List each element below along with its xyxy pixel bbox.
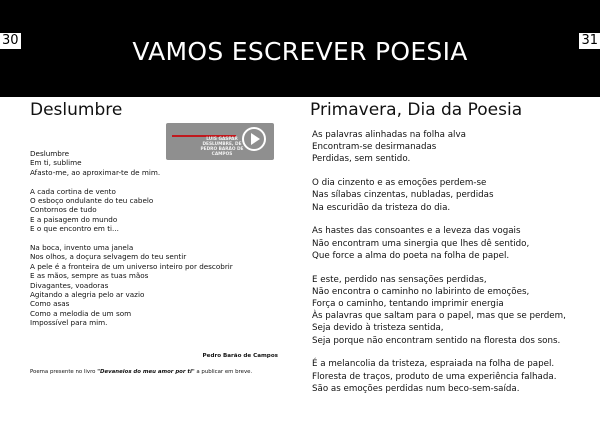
poem-line: Na escuridão da tristeza do dia. — [312, 202, 451, 213]
poem-line: As hastes das consoantes e a leveza das vogais — [312, 226, 521, 237]
page-title: VAMOS ESCREVER POESIA — [132, 37, 468, 66]
poem-line: Força o caminho, tentando imprimir energia — [312, 299, 504, 310]
poem-line: Impossível para mim. — [30, 318, 108, 328]
poem-line: Seja porque não encontram sentido na floresta dos sons. — [312, 335, 561, 346]
poem-line: O dia cinzento e as emoções perdem-se — [312, 178, 487, 189]
poem-line: A pele é a fronteira de um universo inteiro por descobrir — [30, 261, 233, 271]
play-icon — [251, 133, 260, 145]
page-number-left: 30 — [2, 33, 19, 48]
poem-line: Como asas — [30, 299, 70, 309]
poem-line: O esboço ondulante do teu cabelo — [30, 196, 154, 206]
stanza — [312, 274, 592, 347]
publication-note — [30, 369, 252, 375]
poem-line: São as emoções perdidas num beco-sem-saída. — [312, 383, 520, 394]
poem-line: Contornos de tudo — [30, 205, 97, 215]
poem-body-right — [312, 129, 592, 395]
stanza — [30, 149, 288, 177]
note-book-title: "Devaneios do meu amor por ti" — [97, 369, 195, 375]
poem-title-left: Deslumbre — [30, 100, 123, 120]
poem-line: E as mãos, sempre as tuas mãos — [30, 271, 149, 281]
poem-line: Não encontra o caminho no labirinto de emoções, — [312, 286, 530, 297]
video-caption: LUIS GASPAR DESLUMBRE, DE PEDRO BARÃO DE CAMPOS — [200, 137, 244, 157]
stanza — [30, 243, 288, 328]
stanza — [312, 358, 592, 395]
poem-author: Pedro Barão de Campos — [202, 353, 278, 359]
poem-line: Deslumbre — [30, 149, 70, 158]
poem-line: Divagantes, voadoras — [30, 280, 109, 290]
poem-line: Encontram-se desirmanadas — [312, 142, 437, 153]
poem-line: As palavras alinhadas na folha alva — [312, 130, 466, 140]
note-suffix: a publicar em breve. — [194, 369, 253, 375]
poem-line: E este, perdido nas sensações perdidas, — [312, 274, 487, 285]
play-button[interactable] — [242, 127, 266, 151]
poem-line: Nas sílabas cinzentas, nubladas, perdidas — [312, 190, 494, 201]
poem-line: E a paisagem do mundo — [30, 214, 118, 224]
poem-title-right: Primavera, Dia da Poesia — [310, 100, 523, 120]
page-number-right: 31 — [581, 33, 598, 48]
poem-line: Floresta de traços, produto de uma experiência falhada. — [312, 371, 557, 382]
poem-line: É a melancolia da tristeza, espraiada na folha de papel. — [312, 359, 555, 370]
poem-line: Em ti, sublime — [30, 158, 82, 168]
poem-line: Agitando a alegria pelo ar vazio — [30, 290, 145, 300]
header-banner — [0, 0, 600, 97]
poem-line: Afasto-me, ao aproximar-te de mim. — [30, 167, 161, 177]
stanza — [312, 129, 592, 166]
poem-line: Não encontram uma sinergia que lhes dê sentido, — [312, 238, 530, 249]
poem-line: Como a melodia de um som — [30, 308, 132, 318]
stanza — [312, 177, 592, 214]
poem-line: E o que encontro em ti... — [30, 224, 119, 234]
poem-line: Que force a alma do poeta na folha de papel. — [312, 250, 510, 261]
poem-line: Seja devido à tristeza sentida, — [312, 323, 444, 334]
poem-line: Perdidas, sem sentido. — [312, 154, 411, 165]
poem-body-left — [30, 149, 288, 328]
poem-line: A cada cortina de vento — [30, 186, 116, 196]
stanza — [30, 187, 288, 234]
poem-line: Nos olhos, a doçura selvagem do teu sentir — [30, 252, 187, 262]
poem-line: Na boca, invento uma janela — [30, 243, 134, 253]
stanza — [312, 225, 592, 262]
poem-line: Às palavras que saltam para o papel, mas que se perdem, — [312, 311, 566, 322]
note-prefix: Poema presente no livro — [30, 369, 98, 375]
